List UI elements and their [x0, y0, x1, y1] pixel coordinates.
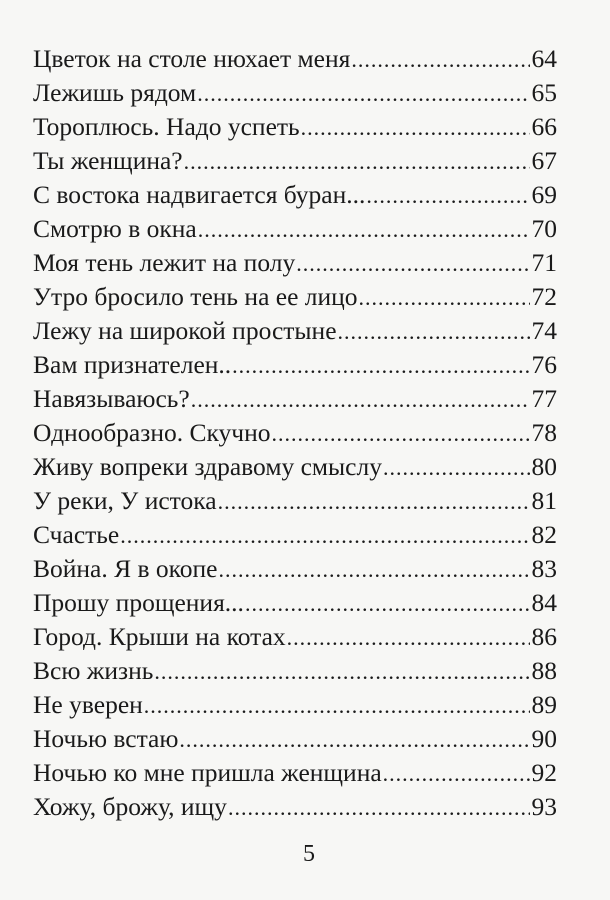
dot-leader	[232, 349, 529, 383]
toc-entry	[33, 586, 557, 620]
dot-leader	[218, 485, 530, 519]
toc-entry-title: У реки, У истока	[33, 486, 217, 515]
dot-leader	[338, 315, 530, 349]
toc-entry-title: Хожу, брожу, ищу	[33, 792, 227, 821]
toc-entry	[33, 654, 557, 688]
toc-entry-page: 90	[531, 724, 557, 753]
toc-entry-page: 88	[531, 656, 557, 685]
toc-entry	[33, 280, 557, 314]
toc-entry-title: Однообразно. Скучно	[33, 418, 271, 447]
dot-leader	[383, 757, 530, 791]
toc-entry-page: 64	[531, 44, 557, 73]
toc-entry-title: Прошу прощения...	[33, 588, 244, 617]
toc-entry-title: Всю жизнь	[33, 656, 154, 685]
page-number: 5	[303, 841, 315, 867]
dot-leader	[154, 655, 529, 689]
toc-entry-title: Лежишь рядом	[33, 78, 197, 107]
toc-entry	[33, 518, 557, 552]
toc-entry	[33, 212, 557, 246]
dot-leader	[359, 281, 530, 315]
toc-entry	[33, 416, 557, 450]
toc-entry	[33, 484, 557, 518]
toc-entry	[33, 110, 557, 144]
dot-leader	[271, 417, 529, 451]
toc-entry-page: 81	[531, 486, 557, 515]
dot-leader	[197, 77, 529, 111]
dot-leader	[228, 791, 530, 825]
toc-entry-page: 66	[531, 112, 557, 141]
dot-leader	[383, 451, 530, 485]
toc-entry-title: Ночью встаю	[33, 724, 179, 753]
toc-entry-page: 82	[531, 520, 557, 549]
toc-entry-title: Счастье	[33, 520, 120, 549]
toc-entry	[33, 178, 557, 212]
toc-entry-title: Живу вопреки здравому смыслу	[33, 452, 382, 481]
toc-entry-title: Тороплюсь. Надо успеть	[33, 112, 300, 141]
toc-entry-page: 84	[531, 588, 557, 617]
toc-entry-page: 92	[531, 758, 557, 787]
toc-entry	[33, 790, 557, 824]
toc-entry	[33, 382, 557, 416]
toc-entry	[33, 620, 557, 654]
toc-entry-title: Город. Крыши на котах	[33, 622, 286, 651]
toc-entry-title: Моя тень лежит на полу	[33, 248, 296, 277]
toc-entry-page: 78	[531, 418, 557, 447]
toc-entry	[33, 450, 557, 484]
toc-entry-title: Война. Я в окопе	[33, 554, 218, 583]
toc-entry-title: Цветок на столе нюхает меня	[33, 44, 351, 73]
toc-entry-title: Смотрю в окна	[33, 214, 197, 243]
toc-entry-page: 71	[531, 248, 557, 277]
dot-leader	[296, 247, 529, 281]
dot-leader	[351, 43, 529, 77]
toc-entry	[33, 246, 557, 280]
toc-entry-page: 74	[531, 316, 557, 345]
toc-entry-title: С востока надвигается буран...	[33, 180, 366, 209]
toc-entry-page: 65	[531, 78, 557, 107]
toc-entry-title: Навязываюсь?	[33, 384, 190, 413]
table-of-contents	[33, 42, 557, 824]
toc-entry-title: Ты женщина?	[33, 146, 183, 175]
toc-entry-title: Утро бросило тень на ее лицо	[33, 282, 358, 311]
toc-entry-page: 86	[531, 622, 557, 651]
dot-leader	[179, 723, 529, 757]
toc-entry	[33, 722, 557, 756]
dot-leader	[198, 213, 530, 247]
dot-leader	[287, 621, 530, 655]
toc-entry-page: 72	[531, 282, 557, 311]
dot-leader	[218, 553, 529, 587]
toc-entry	[33, 756, 557, 790]
toc-entry-page: 76	[531, 350, 557, 379]
toc-entry-page: 67	[531, 146, 557, 175]
toc-entry-page: 89	[531, 690, 557, 719]
toc-entry	[33, 552, 557, 586]
toc-entry-title: Ночью ко мне пришла женщина	[33, 758, 382, 787]
toc-entry-page: 70	[531, 214, 557, 243]
toc-entry-title: Не уверен	[33, 690, 143, 719]
toc-entry	[33, 144, 557, 178]
toc-entry	[33, 314, 557, 348]
dot-leader	[245, 587, 530, 621]
toc-entry-title: Вам признателен..	[33, 350, 232, 379]
toc-entry-page: 83	[531, 554, 557, 583]
dot-leader	[184, 145, 530, 179]
toc-entry	[33, 688, 557, 722]
dot-leader	[144, 689, 530, 723]
dot-leader	[366, 179, 529, 213]
toc-entry-page: 80	[531, 452, 557, 481]
toc-entry	[33, 348, 557, 382]
toc-entry-page: 93	[531, 792, 557, 821]
dot-leader	[120, 519, 529, 553]
toc-entry	[33, 42, 557, 76]
dot-leader	[191, 383, 530, 417]
dot-leader	[301, 111, 530, 145]
toc-entry-title: Лежу на широкой простыне	[33, 316, 337, 345]
toc-entry-page: 77	[531, 384, 557, 413]
toc-entry-page: 69	[531, 180, 557, 209]
toc-entry	[33, 76, 557, 110]
